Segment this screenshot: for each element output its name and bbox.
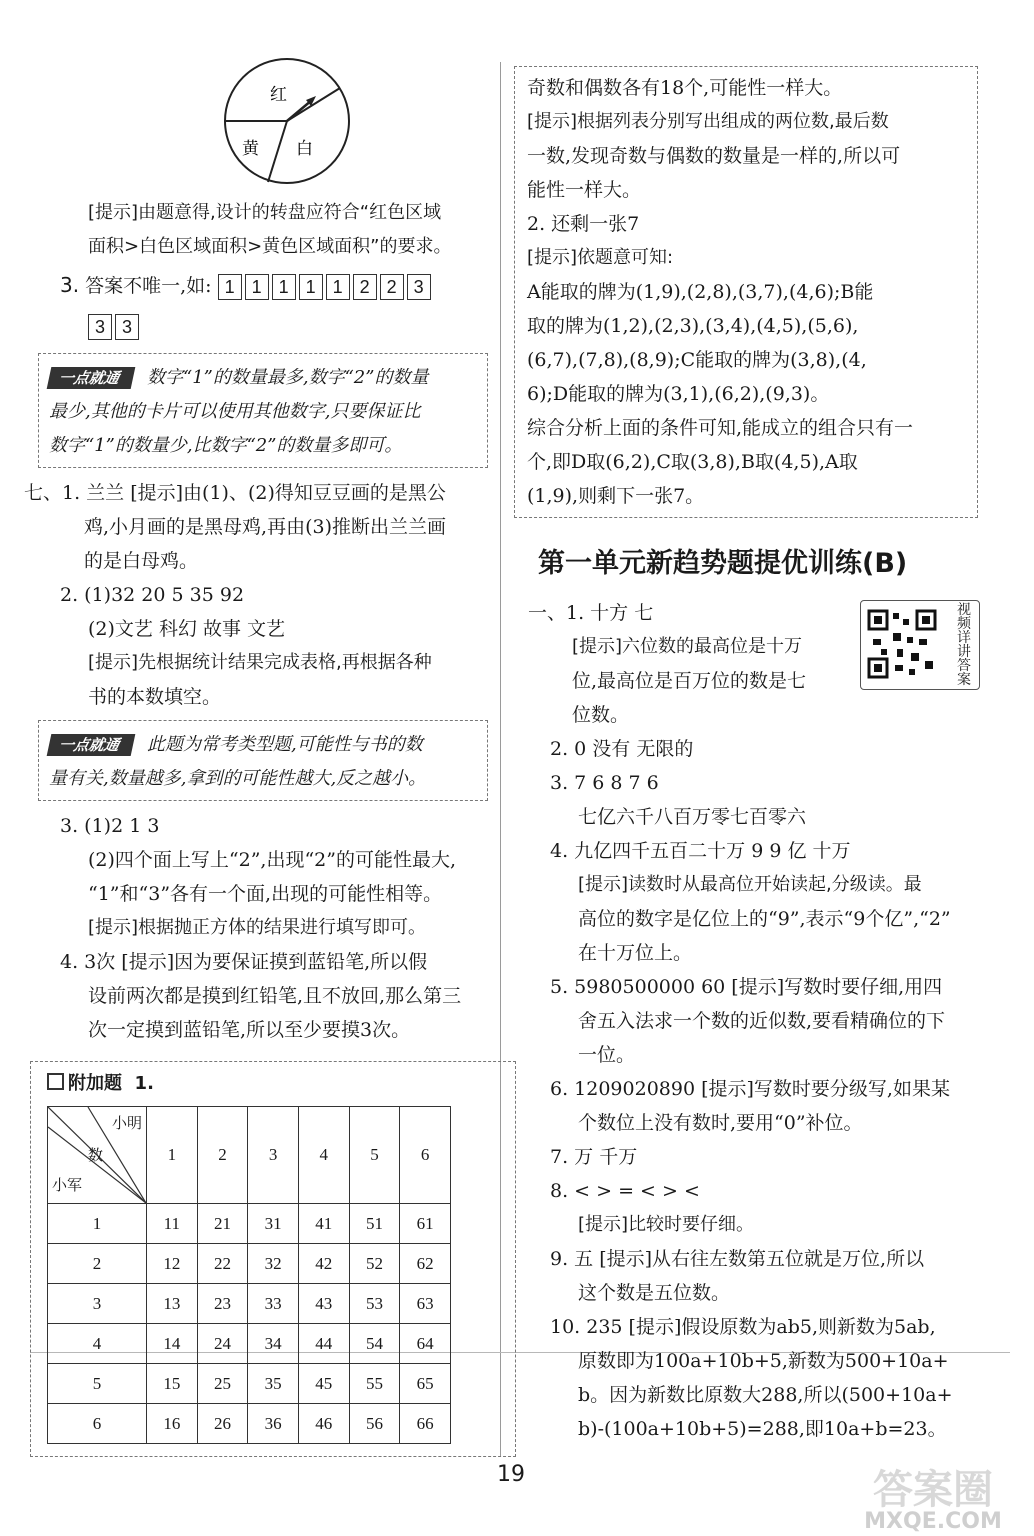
table-cell: 61 — [400, 1204, 451, 1244]
watermark-sub: MXQE.COM — [864, 1509, 1002, 1534]
table-cell: 31 — [248, 1204, 299, 1244]
table-corner — [48, 1107, 147, 1204]
answer-line: [提示]先根据统计结果完成表格,再根据各种 — [88, 652, 432, 673]
table-cell: 51 — [349, 1204, 400, 1244]
hint-text: 面积>白色区域面积>黄色区域面积”的要求。 — [88, 236, 452, 257]
column-header: 2 — [197, 1107, 248, 1204]
answer-item — [528, 1310, 978, 1446]
number-card: 2 — [353, 274, 377, 300]
table-cell: 62 — [400, 1244, 451, 1284]
answer-item — [528, 766, 978, 834]
table-cell: 56 — [349, 1404, 400, 1444]
number-card: 3 — [88, 314, 112, 340]
hint-text: [提示]由题意得,设计的转盘应符合“红色区域 — [88, 202, 442, 223]
answer-line: 10. 235 [提示]假设原数为ab5,则新数为5ab, — [550, 1316, 936, 1338]
answer-line: 8. < > = < > < — [550, 1180, 700, 1202]
number-card: 1 — [272, 274, 296, 300]
answer-line: 6);D能取的牌为(3,1),(6,2),(9,3)。 — [527, 383, 830, 405]
answer-line: 次一定摸到蓝铅笔,所以至少要摸3次。 — [88, 1019, 411, 1041]
corner-label-mid: 数 — [88, 1146, 104, 1164]
spinner-diagram — [222, 56, 352, 186]
answer-line: 一、1. 十方 七 — [528, 602, 654, 624]
card-row — [218, 275, 434, 297]
number-card: 3 — [407, 274, 431, 300]
answer-line: 综合分析上面的条件可知,能成立的组合只有一 — [527, 417, 914, 439]
table-cell: 64 — [400, 1324, 451, 1364]
answer-line: A能取的牌为(1,9),(2,8),(3,7),(4,6);B能 — [527, 281, 874, 303]
extra-number: 1. — [134, 1073, 154, 1094]
answer-line: 原数即为100a+10b+5,新数为500+10a+ — [578, 1350, 949, 1372]
number-card: 1 — [245, 274, 269, 300]
card-row-2 — [60, 309, 490, 343]
answer-line: 七亿六千八百万零七百零六 — [578, 806, 807, 828]
question-text: 答案不唯一,如: — [85, 275, 212, 297]
answer-item — [528, 1174, 978, 1242]
answer-item — [528, 834, 978, 970]
table-cell: 52 — [349, 1244, 400, 1284]
sum-table — [47, 1106, 451, 1444]
column-header: 3 — [248, 1107, 299, 1204]
table-cell: 46 — [298, 1404, 349, 1444]
tip-line: 最少,其他的卡片可以使用其他数字,只要保证比 — [49, 401, 421, 422]
card-row — [88, 315, 142, 337]
answer-line: 能性一样大。 — [527, 179, 642, 201]
table-cell: 44 — [298, 1324, 349, 1364]
answer-line: (6,7),(7,8),(8,9);C能取的牌为(3,8),(4, — [527, 349, 867, 371]
answer-line: 七、1. 兰兰 [提示]由(1)、(2)得知豆豆画的是黑公 — [24, 482, 446, 504]
answer-item — [528, 732, 978, 766]
table-cell: 15 — [147, 1364, 198, 1404]
answer-line: 3. 7 6 8 7 6 — [550, 772, 659, 794]
table-cell: 13 — [147, 1284, 198, 1324]
tip-tag: 一点就通 — [47, 734, 136, 756]
answer-line: b。因为新数比原数大288,所以(500+10a+ — [578, 1384, 953, 1406]
answer-line: (1,9),则剩下一张7。 — [527, 485, 705, 507]
table-cell: 26 — [197, 1404, 248, 1444]
table-cell: 12 — [147, 1244, 198, 1284]
answer-line: [提示]根据抛正方体的结果进行填写即可。 — [88, 917, 427, 938]
answer-line: 2. 还剩一张7 — [527, 213, 640, 235]
tip-box — [38, 720, 488, 801]
answer-item — [528, 1072, 978, 1140]
book-icon — [47, 1073, 64, 1090]
table-cell: 23 — [197, 1284, 248, 1324]
table-cell: 33 — [248, 1284, 299, 1324]
answer-line: 5. 5980500000 60 [提示]写数时要仔细,用四 — [550, 976, 943, 998]
spinner-white-label: 白 — [296, 139, 313, 159]
table-cell: 16 — [147, 1404, 198, 1444]
answer-line: 一位。 — [578, 1044, 636, 1066]
table-cell: 43 — [298, 1284, 349, 1324]
answer-line: 的是白母鸡。 — [84, 550, 199, 572]
table-row — [48, 1204, 451, 1244]
table-row — [48, 1284, 451, 1324]
watermark — [858, 1467, 1008, 1534]
answer-line: b)-(100a+10b+5)=288,即10a+b=23。 — [578, 1418, 947, 1440]
page-number: 19 — [497, 1462, 525, 1487]
answer-item — [528, 1242, 978, 1310]
spinner-red-label: 红 — [270, 85, 287, 105]
answer-line: 高位的数字是亿位上的“9”,表示“9个亿”,“2” — [578, 908, 951, 930]
row-header: 3 — [48, 1284, 147, 1324]
tip-line: 量有关,数量越多,拿到的可能性越大,反之越小。 — [49, 768, 427, 789]
left-column — [24, 196, 490, 1457]
column-header: 4 — [298, 1107, 349, 1204]
tip-line: 数字“1”的数量最多,数字“2”的数量 — [147, 367, 429, 388]
section-title: 第一单元新趋势题提优训练(B) — [538, 548, 908, 579]
answer-line: 奇数和偶数各有18个,可能性一样大。 — [527, 77, 843, 99]
answer-line: 2. 0 没有 无限的 — [550, 738, 694, 760]
number-card: 1 — [299, 274, 323, 300]
answer-line: 位,最高位是百万位的数是七 — [572, 670, 807, 692]
table-cell: 41 — [298, 1204, 349, 1244]
question-number: 3. — [60, 273, 80, 297]
table-cell: 63 — [400, 1284, 451, 1324]
tip-line: 数字“1”的数量少,比数字“2”的数量多即可。 — [49, 435, 403, 456]
table-cell: 34 — [248, 1324, 299, 1364]
question-3 — [60, 268, 490, 303]
answer-line: “1”和“3”各有一个面,出现的可能性相等。 — [88, 883, 443, 905]
qr-code-icon — [867, 609, 937, 679]
table-header-row — [48, 1107, 451, 1204]
answer-line: 4. 九亿四千五百二十万 9 9 亿 十万 — [550, 840, 851, 862]
answer-line: 舍五入法求一个数的近似数,要看精确位的下 — [578, 1010, 946, 1032]
answer-line: 6. 1209020890 [提示]写数时要分级写,如果某 — [550, 1078, 950, 1100]
answer-line: [提示]读数时从最高位开始读起,分级读。最 — [578, 874, 922, 895]
answer-line: 3. (1)2 1 3 — [60, 815, 160, 837]
extra-question-box — [30, 1061, 516, 1457]
row-header: 1 — [48, 1204, 147, 1244]
table-cell: 11 — [147, 1204, 198, 1244]
right-column — [528, 66, 978, 1446]
answer-line: [提示]根据列表分别写出组成的两位数,最后数 — [527, 111, 889, 132]
tip-box — [38, 353, 488, 468]
table-cell: 55 — [349, 1364, 400, 1404]
answer-line: 这个数是五位数。 — [578, 1282, 731, 1304]
table-cell: 25 — [197, 1364, 248, 1404]
question-7-4 — [60, 945, 490, 1047]
number-card: 3 — [115, 314, 139, 340]
column-header: 5 — [349, 1107, 400, 1204]
extra-title: 附加题 — [68, 1073, 122, 1094]
answer-line: 书的本数填空。 — [88, 686, 222, 708]
answer-item — [528, 1140, 978, 1174]
question-7-1 — [24, 476, 490, 578]
table-cell: 54 — [349, 1324, 400, 1364]
answer-list — [528, 596, 978, 1446]
answer-line: 设前两次都是摸到红铅笔,且不放回,那么第三 — [88, 985, 462, 1007]
table-cell: 45 — [298, 1364, 349, 1404]
table-cell: 36 — [248, 1404, 299, 1444]
table-cell: 65 — [400, 1364, 451, 1404]
extra-question-header — [47, 1070, 499, 1098]
tip-line: 此题为常考类型题,可能性与书的数 — [147, 734, 423, 755]
number-card: 1 — [218, 274, 242, 300]
row-header: 5 — [48, 1364, 147, 1404]
answer-line: 7. 万 千万 — [550, 1146, 638, 1168]
answer-line: 在十万位上。 — [578, 942, 693, 964]
column-header: 1 — [147, 1107, 198, 1204]
answer-line: [提示]六位数的最高位是十万 — [572, 636, 803, 657]
table-cell: 42 — [298, 1244, 349, 1284]
row-header: 4 — [48, 1324, 147, 1364]
watermark-main: 答案圈 — [873, 1467, 993, 1513]
row-header: 2 — [48, 1244, 147, 1284]
answer-line: 4. 3次 [提示]因为要保证摸到蓝铅笔,所以假 — [60, 951, 428, 973]
answer-line: 9. 五 [提示]从右往左数第五位就是万位,所以 — [550, 1248, 925, 1270]
qr-label: 视频详讲答案 — [957, 602, 971, 688]
spinner-yellow-label: 黄 — [242, 139, 259, 159]
answer-line: [提示]依题意可知: — [527, 247, 674, 268]
number-card: 1 — [326, 274, 350, 300]
answer-continuation-box — [514, 66, 978, 518]
tip-tag: 一点就通 — [47, 367, 136, 389]
answer-line: 位数。 — [572, 704, 630, 726]
table-row — [48, 1324, 451, 1364]
table-cell: 14 — [147, 1324, 198, 1364]
column-header: 6 — [400, 1107, 451, 1204]
question-7-2 — [60, 578, 490, 714]
table-cell: 53 — [349, 1284, 400, 1324]
table-row — [48, 1364, 451, 1404]
number-card: 2 — [380, 274, 404, 300]
table-cell: 32 — [248, 1244, 299, 1284]
row-header: 6 — [48, 1404, 147, 1444]
answer-line: 取的牌为(1,2),(2,3),(3,4),(4,5),(5,6), — [527, 315, 859, 337]
table-row — [48, 1404, 451, 1444]
table-cell: 22 — [197, 1244, 248, 1284]
answer-line: 个,即D取(6,2),C取(3,8),B取(4,5),A取 — [527, 451, 858, 473]
table-cell: 35 — [248, 1364, 299, 1404]
table-row — [48, 1244, 451, 1284]
answer-line: 鸡,小月画的是黑母鸡,再由(3)推断出兰兰画 — [84, 516, 446, 538]
table-cell: 66 — [400, 1404, 451, 1444]
answer-line: (2)四个面上写上“2”,出现“2”的可能性最大, — [88, 849, 457, 871]
corner-label-top: 小明 — [111, 1114, 142, 1132]
question-7-3 — [60, 809, 490, 945]
answer-line: [提示]比较时要仔细。 — [578, 1214, 755, 1235]
answer-line: 2. (1)32 20 5 35 92 — [60, 584, 245, 606]
table-cell: 21 — [197, 1204, 248, 1244]
table-cell: 24 — [197, 1324, 248, 1364]
answer-line: 一数,发现奇数与偶数的数量是一样的,所以可 — [527, 145, 901, 167]
answer-line: (2)文艺 科幻 故事 文艺 — [88, 618, 286, 640]
answer-item — [528, 970, 978, 1072]
qr-code[interactable] — [860, 600, 980, 690]
corner-label-bottom: 小军 — [52, 1176, 83, 1194]
answer-line: 个数位上没有数时,要用“0”补位。 — [578, 1112, 863, 1134]
